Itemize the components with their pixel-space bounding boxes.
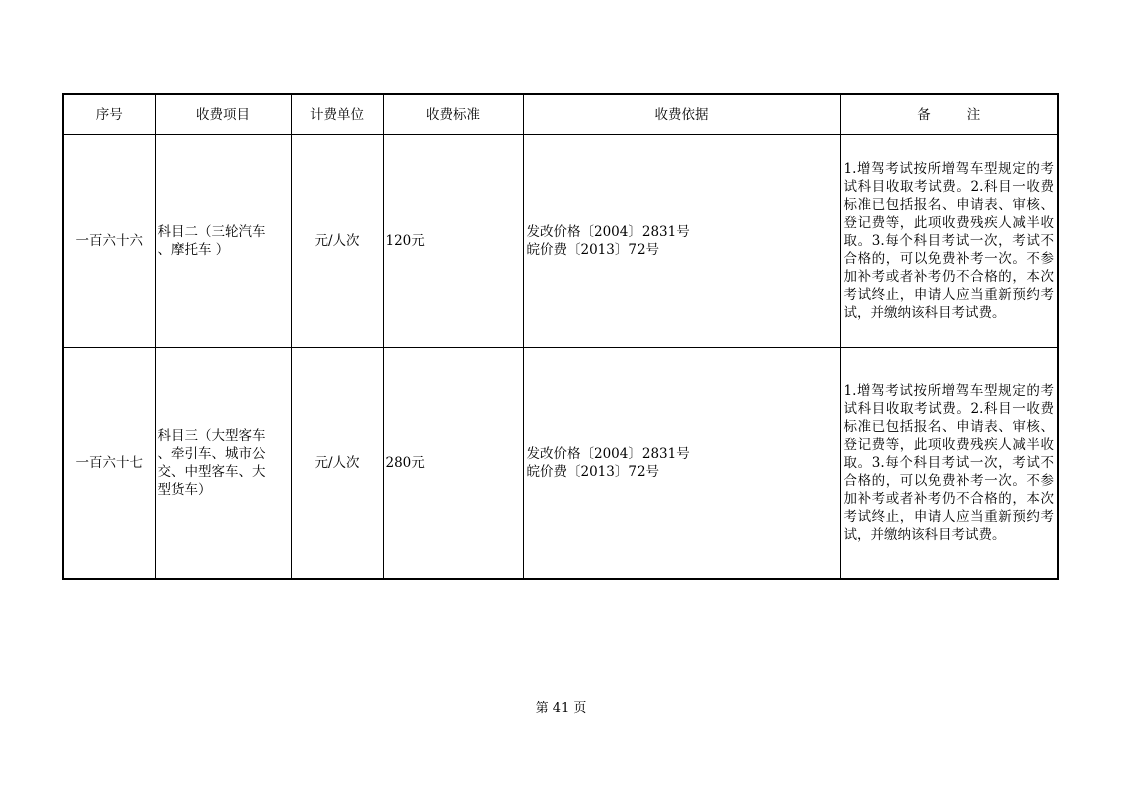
page-number: 第 41 页 (535, 701, 587, 716)
cell-item-line: 科目二（三轮汽车 (157, 224, 266, 240)
cell-standard: 280元 (383, 348, 523, 580)
table-row (63, 348, 1058, 580)
cell-basis (523, 348, 840, 580)
header-item: 收费项目 (155, 94, 291, 135)
cell-seq: 一百六十六 (63, 135, 155, 348)
cell-item (155, 348, 291, 580)
cell-unit: 元/人次 (291, 348, 383, 580)
cell-item-line: 型货车） (157, 482, 212, 498)
header-seq: 序号 (63, 94, 155, 135)
cell-basis-line: 发改价格〔2004〕2831号 (526, 446, 690, 462)
cell-remark (840, 348, 1058, 580)
header-unit: 计费单位 (291, 94, 383, 135)
cell-remark-text: 1.增驾考试按所增驾车型规定的考试科目收取考试费。2.科目一收费标准已包括报名、申请表、审核、登记费等，此项收费残疾人减半收取。3.每个科目考试一次，考试不合格的，可以免费补考一次。不参加补考或者补考仍不合格的，本次考试终止，申请人应当重新预约考试，并缴纳该科目考试费。 (843, 161, 1054, 321)
header-remark-char-2: 注 (966, 106, 981, 123)
cell-remark-text: 1.增驾考试按所增驾车型规定的考试科目收取考试费。2.科目一收费标准已包括报名、申请表、审核、登记费等，此项收费残疾人减半收取。3.每个科目考试一次，考试不合格的，可以免费补考一次。不参加补考或者补考仍不合格的，本次考试终止，申请人应当重新预约考试，并缴纳该科目考试费。 (843, 383, 1054, 543)
cell-remark (840, 135, 1058, 348)
header-remark-char-1: 备 (917, 106, 931, 123)
cell-item-line: 科目三（大型客车 (157, 428, 266, 444)
cell-basis-line: 皖价费〔2013〕72号 (526, 464, 660, 480)
cell-unit: 元/人次 (291, 135, 383, 348)
cell-item-line: 、牵引车、城市公 (157, 446, 266, 462)
cell-basis-line: 皖价费〔2013〕72号 (526, 242, 660, 258)
cell-standard: 120元 (383, 135, 523, 348)
cell-item-line: 交、中型客车、大 (157, 464, 266, 480)
table-header-row (63, 94, 1058, 135)
table-row (63, 135, 1058, 348)
cell-item (155, 135, 291, 348)
header-remark (840, 94, 1058, 135)
cell-seq: 一百六十七 (63, 348, 155, 580)
cell-basis (523, 135, 840, 348)
header-standard: 收费标准 (383, 94, 523, 135)
cell-basis-line: 发改价格〔2004〕2831号 (526, 224, 690, 240)
fee-table (62, 93, 1059, 580)
header-basis: 收费依据 (523, 94, 840, 135)
cell-item-line: 、摩托车 ） (157, 242, 230, 258)
